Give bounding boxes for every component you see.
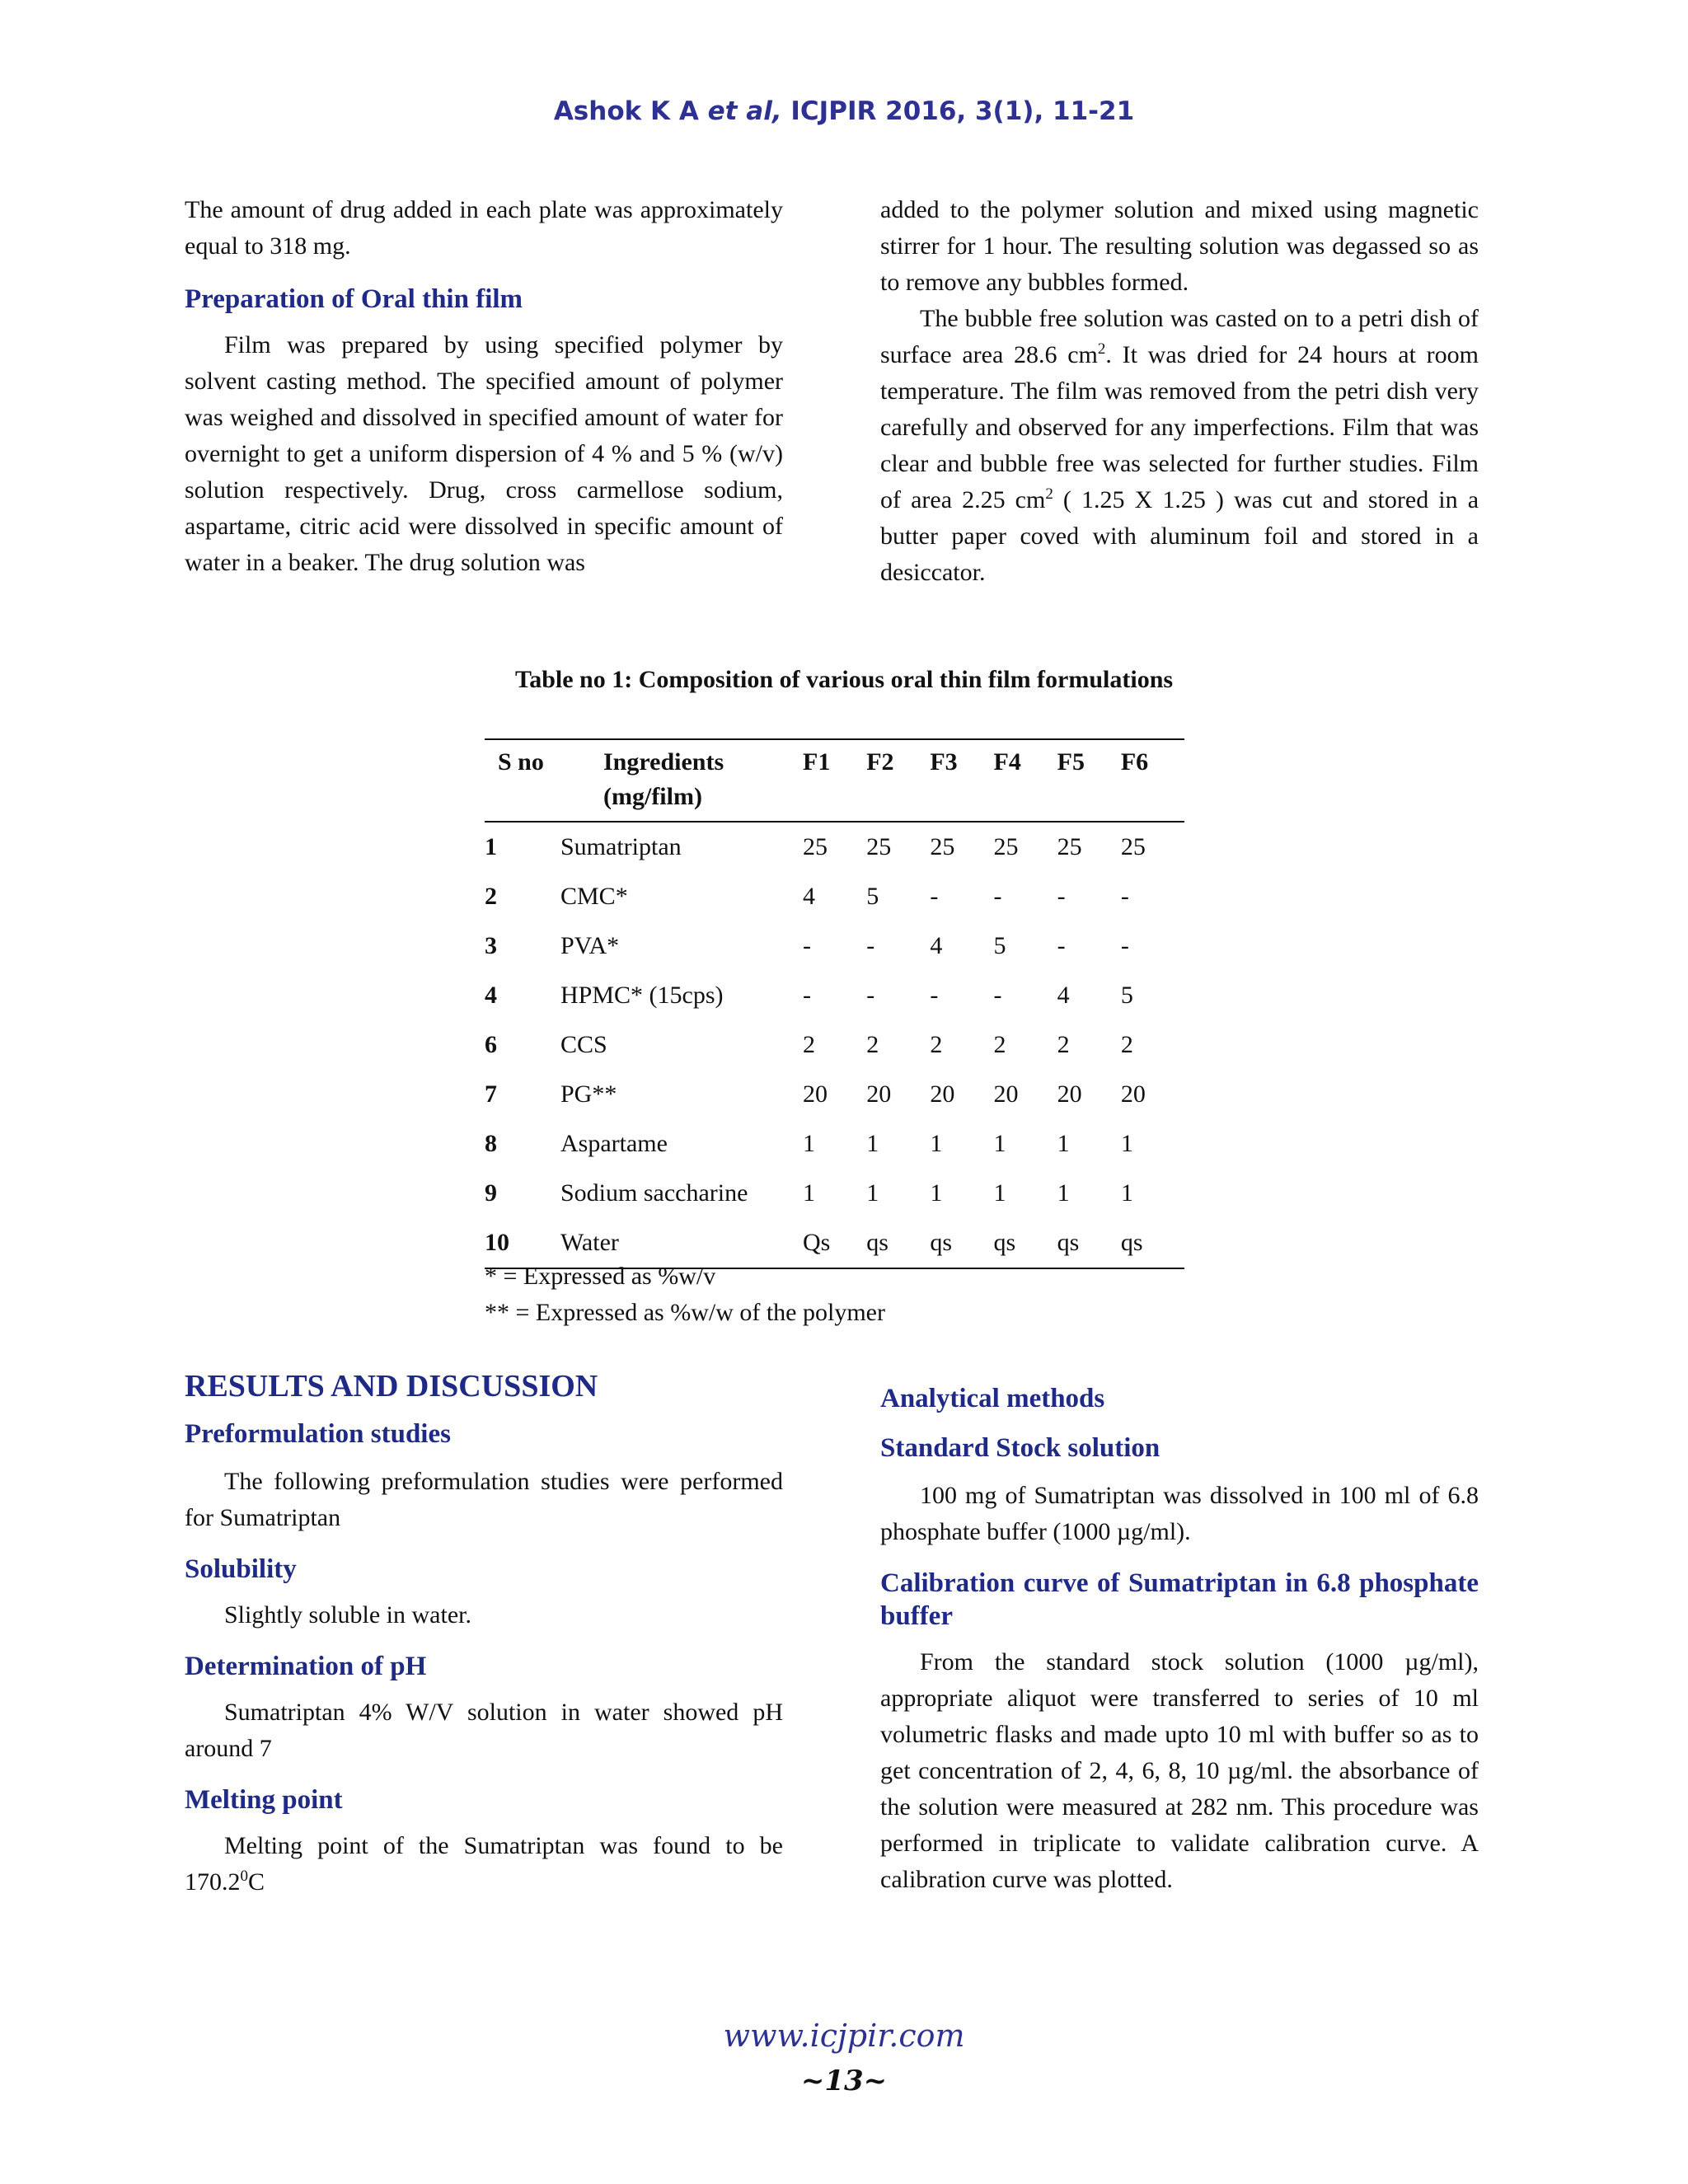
cell-value: 20 [1120,1080,1146,1108]
header-ingredients: Ingredients (mg/film) [560,739,803,822]
cell-value: 20 [866,1080,892,1108]
cell-value: 2 [1120,1031,1133,1058]
cell-ingredient: CMC* [560,883,628,910]
cell-value: - [1120,883,1129,910]
footer-url: www.icjpir.com [723,2018,965,2054]
subheading-calibration: Calibration curve of Sumatriptan in 6.8 phosphate buffer [880,1568,1479,1631]
header-f6: F6 [1121,739,1184,822]
paragraph: The following preformulation studies were performed for Sumatriptan [185,1468,783,1531]
text-span: . It was dried for 24 hours at room temperature. The film was removed from the petri dish very carefully and observed for any imperfections. Film that was clear and bubble free was selected for further studies. Film of area 2.25 cm [880,341,1479,513]
cell-value: - [866,982,875,1009]
subheading-analytical: Analytical methods [880,1384,1105,1413]
cell-value: - [1120,932,1129,959]
cell-sno: 10 [485,1218,560,1268]
cell-value: - [930,982,939,1009]
left-column-top [185,192,783,581]
table-row [485,1169,1184,1218]
text-span: The bubble free solution was casted on to a petri dish of surface area 28.6 cm [880,305,1479,368]
cell-value: qs [1057,1218,1121,1268]
table-header-row [485,739,1184,822]
cell-ingredient: PG** [560,1080,617,1108]
subheading-stock: Standard Stock solution [880,1433,1160,1463]
cell-value: 1 [1120,1130,1133,1157]
table-row [485,872,1184,921]
table-caption: Table no 1: Composition of various oral thin film formulations [514,666,1174,693]
table-note: ** = Expressed as %w/w of the polymer [485,1299,885,1326]
cell-value: 25 [803,833,828,860]
table-row [485,1020,1184,1070]
cell-value: 1 [930,1179,943,1207]
cell-value: 2 [1057,1031,1070,1058]
table-row [485,1070,1184,1119]
right-column-top [880,192,1479,591]
superscript: 2 [1097,340,1106,358]
text-span: Melting point of the Sumatriptan was found to be 170.2 [185,1832,783,1896]
cell-value: Qs [803,1218,866,1268]
running-header [0,96,1688,126]
cell-value: - [866,932,875,959]
subheading-melting-point: Melting point [185,1785,343,1815]
header-authors: Ashok K A [553,96,708,126]
cell-value: 1 [993,1130,1006,1157]
cell-value: 1 [1057,1179,1070,1207]
cell-ingredient: Aspartame [560,1130,668,1157]
cell-sno: 7 [485,1080,497,1108]
cell-value: - [803,982,811,1009]
paragraph [880,301,1479,591]
paragraph: The amount of drug added in each plate was approximately equal to 318 mg. [185,196,783,260]
cell-sno: 6 [485,1031,497,1058]
cell-value: 1 [930,1130,943,1157]
cell-value: 25 [930,833,955,860]
right-column-bottom [880,1382,1479,1898]
paragraph: Sumatriptan 4% W/V solution in water showed pH around 7 [185,1699,783,1762]
cell-value: 20 [1057,1080,1082,1108]
cell-value: 25 [1057,833,1082,860]
table-row [485,921,1184,971]
superscript: 0 [240,1868,248,1885]
cell-sno: 4 [485,982,497,1009]
header-f5: F5 [1057,739,1121,822]
cell-value: - [993,883,1002,910]
cell-value: qs [930,1218,993,1268]
cell-value: 2 [930,1031,943,1058]
header-etal: et al, [707,96,782,126]
cell-value: 2 [993,1031,1006,1058]
cell-value: 25 [1120,833,1146,860]
paragraph: 100 mg of Sumatriptan was dissolved in 100 ml of 6.8 phosphate buffer (1000 µg/ml). [880,1482,1479,1545]
header-f4: F4 [994,739,1057,822]
cell-sno: 2 [485,883,497,910]
cell-value: 1 [1120,1179,1133,1207]
superscript: 2 [1045,485,1053,503]
subheading-solubility: Solubility [185,1554,297,1584]
cell-value: 25 [993,833,1019,860]
cell-value: 1 [866,1130,879,1157]
cell-ingredient: CCS [560,1031,607,1058]
cell-value: 5 [1120,982,1133,1009]
cell-sno: 1 [485,833,497,860]
page-number: ~13~ [800,2064,888,2097]
cell-ingredient: Water [560,1218,803,1268]
cell-sno: 3 [485,932,497,959]
cell-value: 1 [993,1179,1006,1207]
cell-value: 5 [993,932,1006,959]
cell-value: 2 [866,1031,879,1058]
text-span: C [248,1868,265,1896]
cell-value: 4 [1057,982,1070,1009]
paragraph: added to the polymer solution and mixed using magnetic stirrer for 1 hour. The resulting solution was degassed so as to remove any bubbles formed. [880,196,1479,296]
cell-value: 25 [866,833,892,860]
table-notes [485,1258,885,1331]
cell-value: - [993,982,1002,1009]
subheading-preformulation: Preformulation studies [185,1419,451,1449]
paragraph [185,1828,783,1900]
header-sno: S no [485,739,560,822]
cell-value: 1 [803,1179,815,1207]
cell-value: 1 [1057,1130,1070,1157]
header-f1: F1 [803,739,866,822]
cell-value: - [803,932,811,959]
cell-value: 5 [866,883,879,910]
cell-value: - [1057,883,1066,910]
paragraph: From the standard stock solution (1000 µg/ml), appropriate aliquot were transferred to series of 10 ml volumetric flasks and made upto 10 ml with buffer so as to get concentration of 2, 4, 6, 8, 10 µg/ml. the absorbance of the solution were measured at 282 nm. This procedure was performed in triplicate to validate calibration curve. A calibration curve was plotted. [880,1648,1479,1893]
left-column-bottom [185,1368,783,1900]
header-f3: F3 [930,739,993,822]
cell-value: qs [866,1218,930,1268]
cell-sno: 9 [485,1179,497,1207]
cell-ingredient: Sodium saccharine [560,1179,748,1207]
header-citation: ICJPIR 2016, 3(1), 11-21 [781,96,1135,126]
section-heading-preparation: Preparation of Oral thin film [185,284,523,314]
cell-sno: 8 [485,1130,497,1157]
cell-value: 20 [993,1080,1019,1108]
cell-value: 1 [803,1130,815,1157]
composition-table [485,738,1184,1269]
table-note: * = Expressed as %w/v [485,1263,716,1290]
paragraph: Film was prepared by using specified polymer by solvent casting method. The specified amount of polymer was weighed and dissolved in specified amount of water for overnight to get a uniform dispersion of 4 % and 5 % (w/v) solution respectively. Drug, cross carmellose sodium, aspartame, citric acid were dissolved in specific amount of water in a beaker. The drug solution was [185,331,783,576]
table-row [485,971,1184,1020]
cell-ingredient: PVA* [560,932,620,959]
subheading-ph: Determination of pH [185,1652,427,1681]
header-f2: F2 [866,739,930,822]
cell-value: 20 [803,1080,828,1108]
table-row [485,1119,1184,1169]
cell-value: - [930,883,939,910]
paragraph: Slightly soluble in water. [224,1601,471,1629]
cell-value: 4 [930,932,943,959]
cell-value: qs [1121,1218,1184,1268]
section-heading-results: RESULTS AND DISCUSSION [185,1369,598,1404]
cell-value: qs [994,1218,1057,1268]
table-row [485,822,1184,872]
cell-ingredient: HPMC* (15cps) [560,982,724,1009]
cell-value: 1 [866,1179,879,1207]
cell-value: 20 [930,1080,955,1108]
cell-value: - [1057,932,1066,959]
cell-ingredient: Sumatriptan [560,833,682,860]
cell-value: 2 [803,1031,815,1058]
text-span: ( 1.25 X 1.25 ) was cut and stored in a butter paper coved with aluminum foil and stored in a desiccator. [880,486,1479,586]
cell-value: 4 [803,883,815,910]
